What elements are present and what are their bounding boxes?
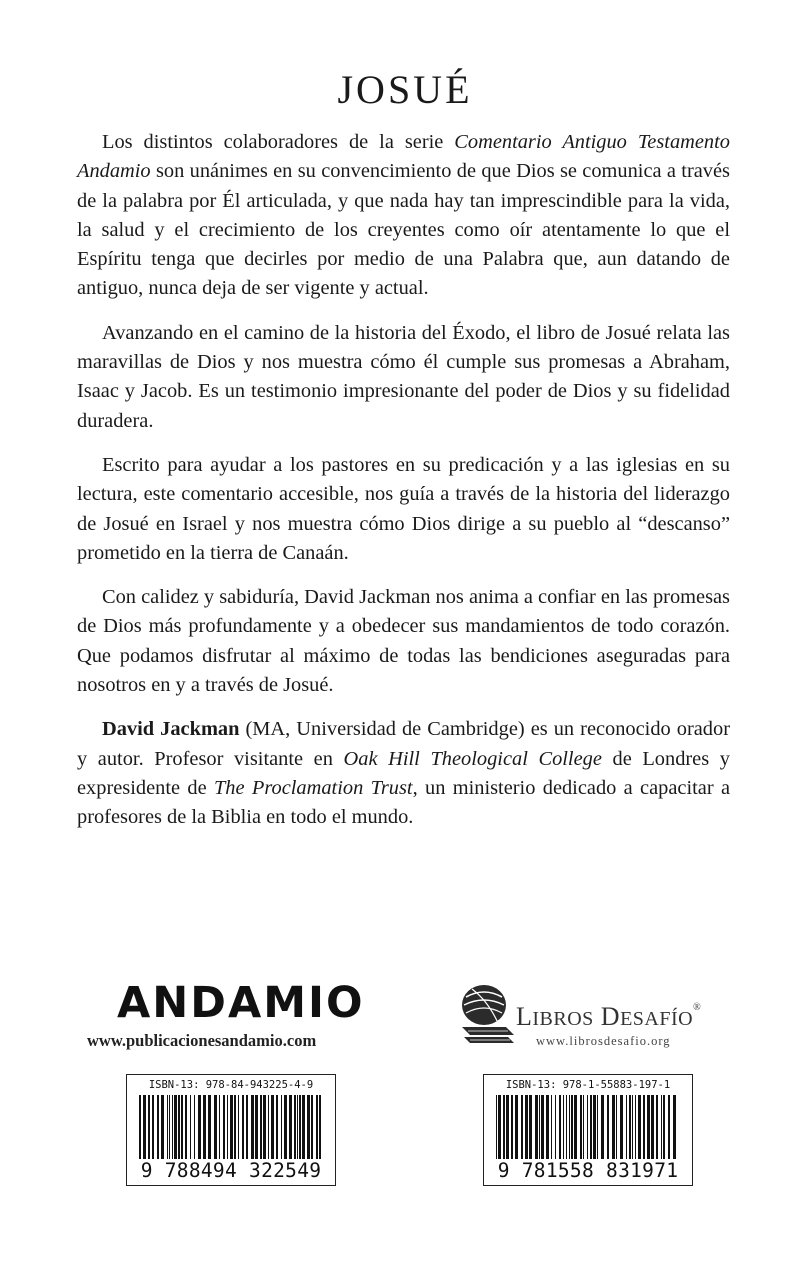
barcode-bar — [174, 1095, 177, 1159]
barcode-bar — [539, 1095, 540, 1159]
barcode-bar — [181, 1095, 183, 1159]
andamio-logo: ANDAMIO — [117, 978, 365, 1028]
barcode-bar — [299, 1095, 301, 1159]
barcode-bar — [651, 1095, 654, 1159]
barcode-bar — [569, 1095, 570, 1159]
barcode-bar — [587, 1095, 588, 1159]
barcode-bar — [668, 1095, 670, 1159]
barcode-bar — [194, 1095, 195, 1159]
paragraph-text: (MA, Universidad de Cambridge) es un reconocido orador y autor. Profesor visitante en — [77, 718, 730, 770]
barcode-bar — [297, 1095, 298, 1159]
barcode-bar — [319, 1095, 321, 1159]
barcode-bar — [551, 1095, 552, 1159]
barcode-bar — [593, 1095, 596, 1159]
back-cover-text — [77, 128, 730, 848]
barcode-bar — [574, 1095, 577, 1159]
barcode-bar — [284, 1095, 287, 1159]
barcode-bar — [583, 1095, 584, 1159]
paragraph-wisdom: Con calidez y sabiduría, David Jackman nos anima a confiar en las promesas de Dios más profundamente y a obedecer sus mandamientos de todo corazón. Que podamos disfrutar al máximo de todas las bendiciones aseguradas para nosotros en y a través de Josué. — [77, 586, 730, 697]
barcode-bar — [143, 1095, 146, 1159]
barcode-bar — [242, 1095, 244, 1159]
barcode-bar — [571, 1095, 573, 1159]
barcode-bar — [316, 1095, 318, 1159]
barcode-bar — [139, 1095, 141, 1159]
barcode-bar — [311, 1095, 313, 1159]
barcode-bar — [656, 1095, 658, 1159]
barcode-bar — [629, 1095, 631, 1159]
barcode-bar — [643, 1095, 645, 1159]
barcode-bar — [663, 1095, 665, 1159]
barcode-bar — [255, 1095, 258, 1159]
barcode-bar — [647, 1095, 650, 1159]
barcode-bar — [263, 1095, 266, 1159]
barcode-bar — [214, 1095, 217, 1159]
book-icon — [458, 983, 516, 1054]
barcode-bar — [302, 1095, 305, 1159]
paragraph-exodus: Avanzando en el camino de la historia del Éxodo, el libro de Josué relata las maravillas de Dios y nos muestra cómo él cumple sus promesas a Abraham, Isaac y Jacob. Es un testimonio impresionante del poder de Dios y su fidelidad duradera. — [77, 321, 730, 432]
barcode-bar — [506, 1095, 509, 1159]
barcode-bar — [555, 1095, 556, 1159]
andamio-url: www.publicacionesandamio.com — [87, 1031, 317, 1050]
barcode-bar — [590, 1095, 592, 1159]
barcode-bar — [289, 1095, 292, 1159]
paragraph-series — [77, 128, 730, 304]
barcode-bar — [566, 1095, 567, 1159]
barcode-bar — [563, 1095, 564, 1159]
barcode-bar — [185, 1095, 187, 1159]
barcode-bar — [190, 1095, 191, 1159]
barcode-bar — [219, 1095, 220, 1159]
barcode-bar — [541, 1095, 544, 1159]
barcode-bar — [294, 1095, 296, 1159]
barcode-bar — [612, 1095, 615, 1159]
barcode-bar — [178, 1095, 180, 1159]
barcode-bars — [494, 1095, 682, 1159]
barcode-bar — [172, 1095, 173, 1159]
college-name: Oak Hill Theological College — [343, 747, 602, 770]
barcode-bar — [167, 1095, 168, 1159]
barcode-bar — [157, 1095, 159, 1159]
barcode-bar — [234, 1095, 236, 1159]
barcode-bar — [632, 1095, 633, 1159]
barcode-bar — [203, 1095, 206, 1159]
barcode-bar — [535, 1095, 538, 1159]
barcode-bar — [208, 1095, 211, 1159]
barcode-bar — [260, 1095, 262, 1159]
barcode-digits: 9 788494 322549 — [140, 1159, 322, 1182]
barcode-bar — [152, 1095, 154, 1159]
barcode-bar — [580, 1095, 582, 1159]
paragraph-text: son unánimes en su convencimiento de que Dios se comunica a través de la palabra por Él articulada, y que nada hay tan imprescindible para la vida, la salud y el crecimiento de los creyentes como oír atentamente lo que el Espíritu tenga que decirles por medio de una Palabra que, aun datando de antiguo, nunca deja de ser vigente y actual. — [77, 160, 730, 300]
barcode-bar — [559, 1095, 561, 1159]
paragraph-commentary: Escrito para ayudar a los pastores en su predicación y a las iglesias en su lectura, este comentario accesible, nos guía a través de la historia del liderazgo de Josué en Israel y nos muestra cómo Dios dirige a su pueblo al “descanso” prometido en la tierra de Canaán. — [77, 453, 730, 564]
libros-desafio-url: www.librosdesafio.org — [536, 1034, 671, 1048]
barcode-bar — [281, 1095, 282, 1159]
barcode-andamio — [126, 1074, 336, 1186]
barcode-bar — [503, 1095, 505, 1159]
barcode-bar — [546, 1095, 549, 1159]
isbn-label: ISBN-13: 978-84-943225-4-9 — [148, 1079, 314, 1091]
barcode-bar — [597, 1095, 598, 1159]
barcode-bar — [148, 1095, 150, 1159]
barcode-bars — [137, 1095, 325, 1159]
book-title: JOSUÉ — [337, 67, 473, 112]
libros-desafio-logo: LIBROS DESAFÍO® — [516, 1002, 702, 1031]
series-name: Comentario Antiguo Testamento Andamio — [77, 131, 730, 183]
paragraph-text: , un ministerio dedicado a capacitar a profesores de la Biblia en todo el mundo. — [77, 776, 731, 829]
barcode-bar — [525, 1095, 528, 1159]
barcode-bar — [230, 1095, 233, 1159]
barcode-bar — [661, 1095, 662, 1159]
barcode-bar — [307, 1095, 310, 1159]
barcode-bar — [276, 1095, 278, 1159]
barcode-bar — [223, 1095, 225, 1159]
barcode-bar — [198, 1095, 201, 1159]
barcode-bar — [635, 1095, 636, 1159]
barcode-desafio — [483, 1074, 693, 1186]
barcode-bar — [626, 1095, 627, 1159]
barcode-digits: 9 781558 831971 — [497, 1159, 679, 1182]
barcode-bar — [607, 1095, 609, 1159]
barcode-bar — [521, 1095, 523, 1159]
trust-name: The Proclamation Trust — [213, 776, 413, 799]
paragraph-text: Los distintos colaboradores de la serie — [102, 131, 455, 153]
barcode-bar — [161, 1095, 164, 1159]
author-name: David Jackman — [102, 718, 240, 741]
paragraph-text: de Londres y expresidente de — [77, 747, 730, 799]
barcode-bar — [271, 1095, 274, 1159]
barcode-bar — [227, 1095, 228, 1159]
barcode-bar — [496, 1095, 497, 1159]
barcode-bar — [511, 1095, 513, 1159]
barcode-bar — [246, 1095, 248, 1159]
author-bio — [77, 715, 730, 832]
barcode-bar — [620, 1095, 623, 1159]
barcode-bar — [238, 1095, 239, 1159]
barcode-bar — [498, 1095, 501, 1159]
barcode-bar — [673, 1095, 676, 1159]
barcode-bar — [529, 1095, 532, 1159]
isbn-label: ISBN-13: 978-1-55883-197-1 — [505, 1079, 671, 1091]
barcode-bar — [251, 1095, 254, 1159]
barcode-bar — [169, 1095, 170, 1159]
barcode-bar — [638, 1095, 641, 1159]
barcode-bar — [616, 1095, 617, 1159]
barcode-bar — [601, 1095, 604, 1159]
barcode-bar — [515, 1095, 518, 1159]
barcode-bar — [268, 1095, 269, 1159]
